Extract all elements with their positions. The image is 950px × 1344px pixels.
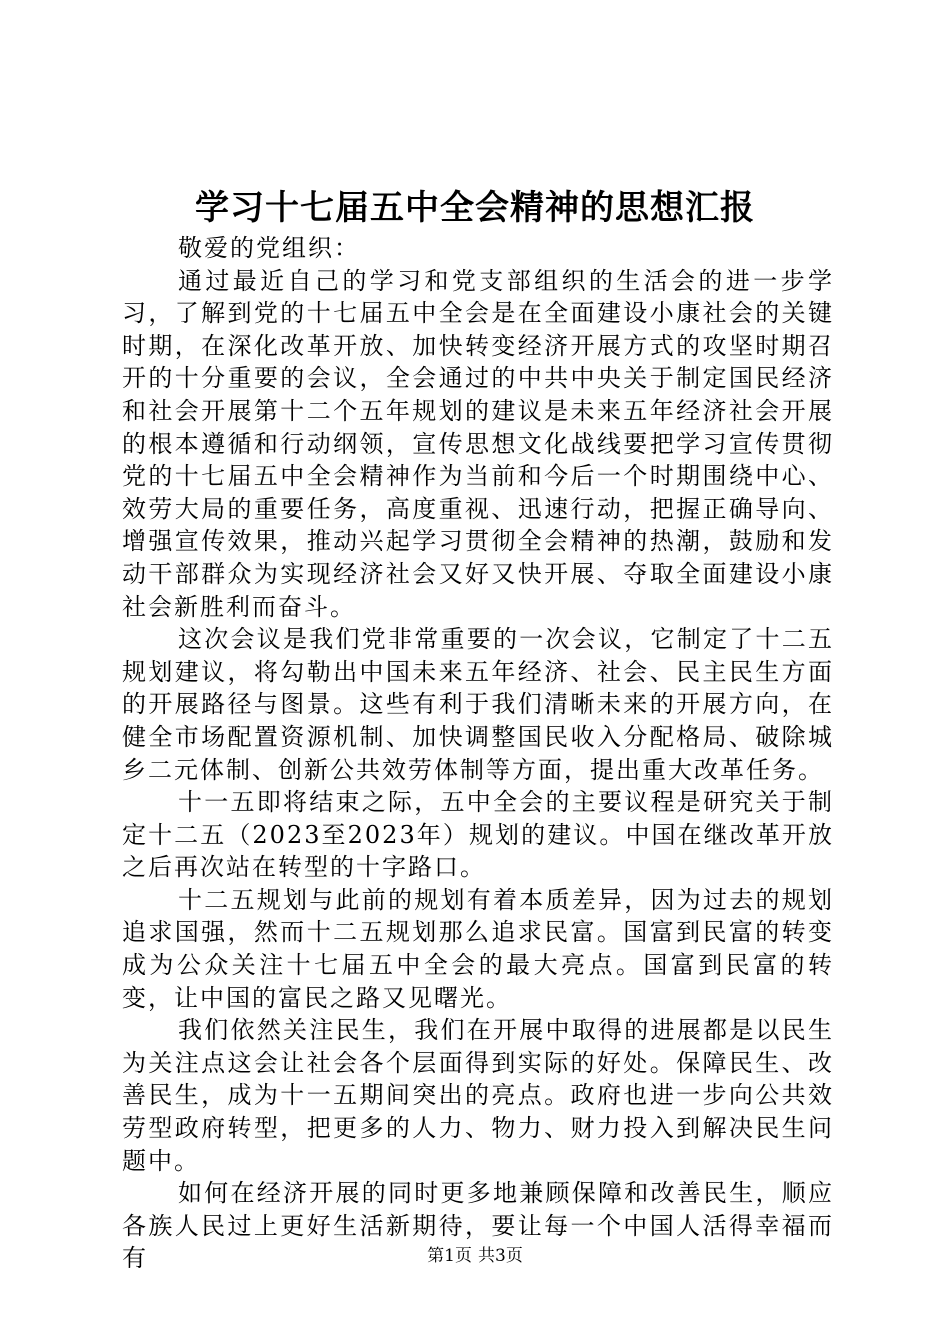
paragraph-2: 这次会议是我们党非常重要的一次会议，它制定了十二五规划建议，将勾勒出中国未来五年经济、社会、民主民生方面的开展路径与图景。这些有利于我们清晰未来的开展方向，在健全市场配置资源机制、加快调整国民收入分配格局、破除城乡二元体制、创新公共效劳体制等方面，提出重大改革任务。 bbox=[122, 625, 834, 784]
paragraph-4: 十二五规划与此前的规划有着本质差异，因为过去的规划追求国强，然而十二五规划那么追求民富。国富到民富的转变成为公众关注十七届五中全会的最大亮点。国富到民富的转变，让中国的富民之路又见曙光。 bbox=[122, 885, 834, 1012]
paragraph-1: 通过最近自己的学习和党支部组织的生活会的进一步学习，了解到党的十七届五中全会是在全面建设小康社会的关键时期，在深化改革开放、加快转变经济开展方式的攻坚时期召开的十分重要的会议，全会通过的中共中央关于制定国民经济和社会开展第十二个五年规划的建议是未来五年经济社会开展的根本遵循和行动纲领，宣传思想文化战线要把学习宣传贯彻党的十七届五中全会精神作为当前和今后一个时期围绕中心、效劳大局的重要任务，高度重视、迅速行动，把握正确导向、增强宣传效果，推动兴起学习贯彻全会精神的热潮，鼓励和发动干部群众为实现经济社会又好又快开展、夺取全面建设小康社会新胜利而奋斗。 bbox=[122, 266, 834, 621]
paragraph-5: 我们依然关注民生，我们在开展中取得的进展都是以民生为关注点这会让社会各个层面得到实际的好处。保障民生、改善民生，成为十一五期间突出的亮点。政府也进一步向公共效劳型政府转型，把更多的人力、物力、财力投入到解决民生问题中。 bbox=[122, 1016, 834, 1175]
paragraph-3: 十一五即将结束之际，五中全会的主要议程是研究关于制定十二五（2023至2023年）规划的建议。中国在继改革开放之后再次站在转型的十字路口。 bbox=[122, 788, 834, 882]
page-number: 第1页 bbox=[427, 1246, 472, 1266]
page-footer bbox=[0, 1244, 950, 1268]
page-total: 共3页 bbox=[478, 1246, 523, 1266]
document-title: 学习十七届五中全会精神的思想汇报 bbox=[195, 188, 755, 228]
paragraph-6: 如何在经济开展的同时更多地兼顾保障和改善民生，顺应各族人民过上更好生活新期待，要让每一个中国人活得幸福而有 bbox=[122, 1179, 834, 1273]
document-body bbox=[122, 232, 834, 1275]
salutation: 敬爱的党组织： bbox=[178, 234, 360, 262]
